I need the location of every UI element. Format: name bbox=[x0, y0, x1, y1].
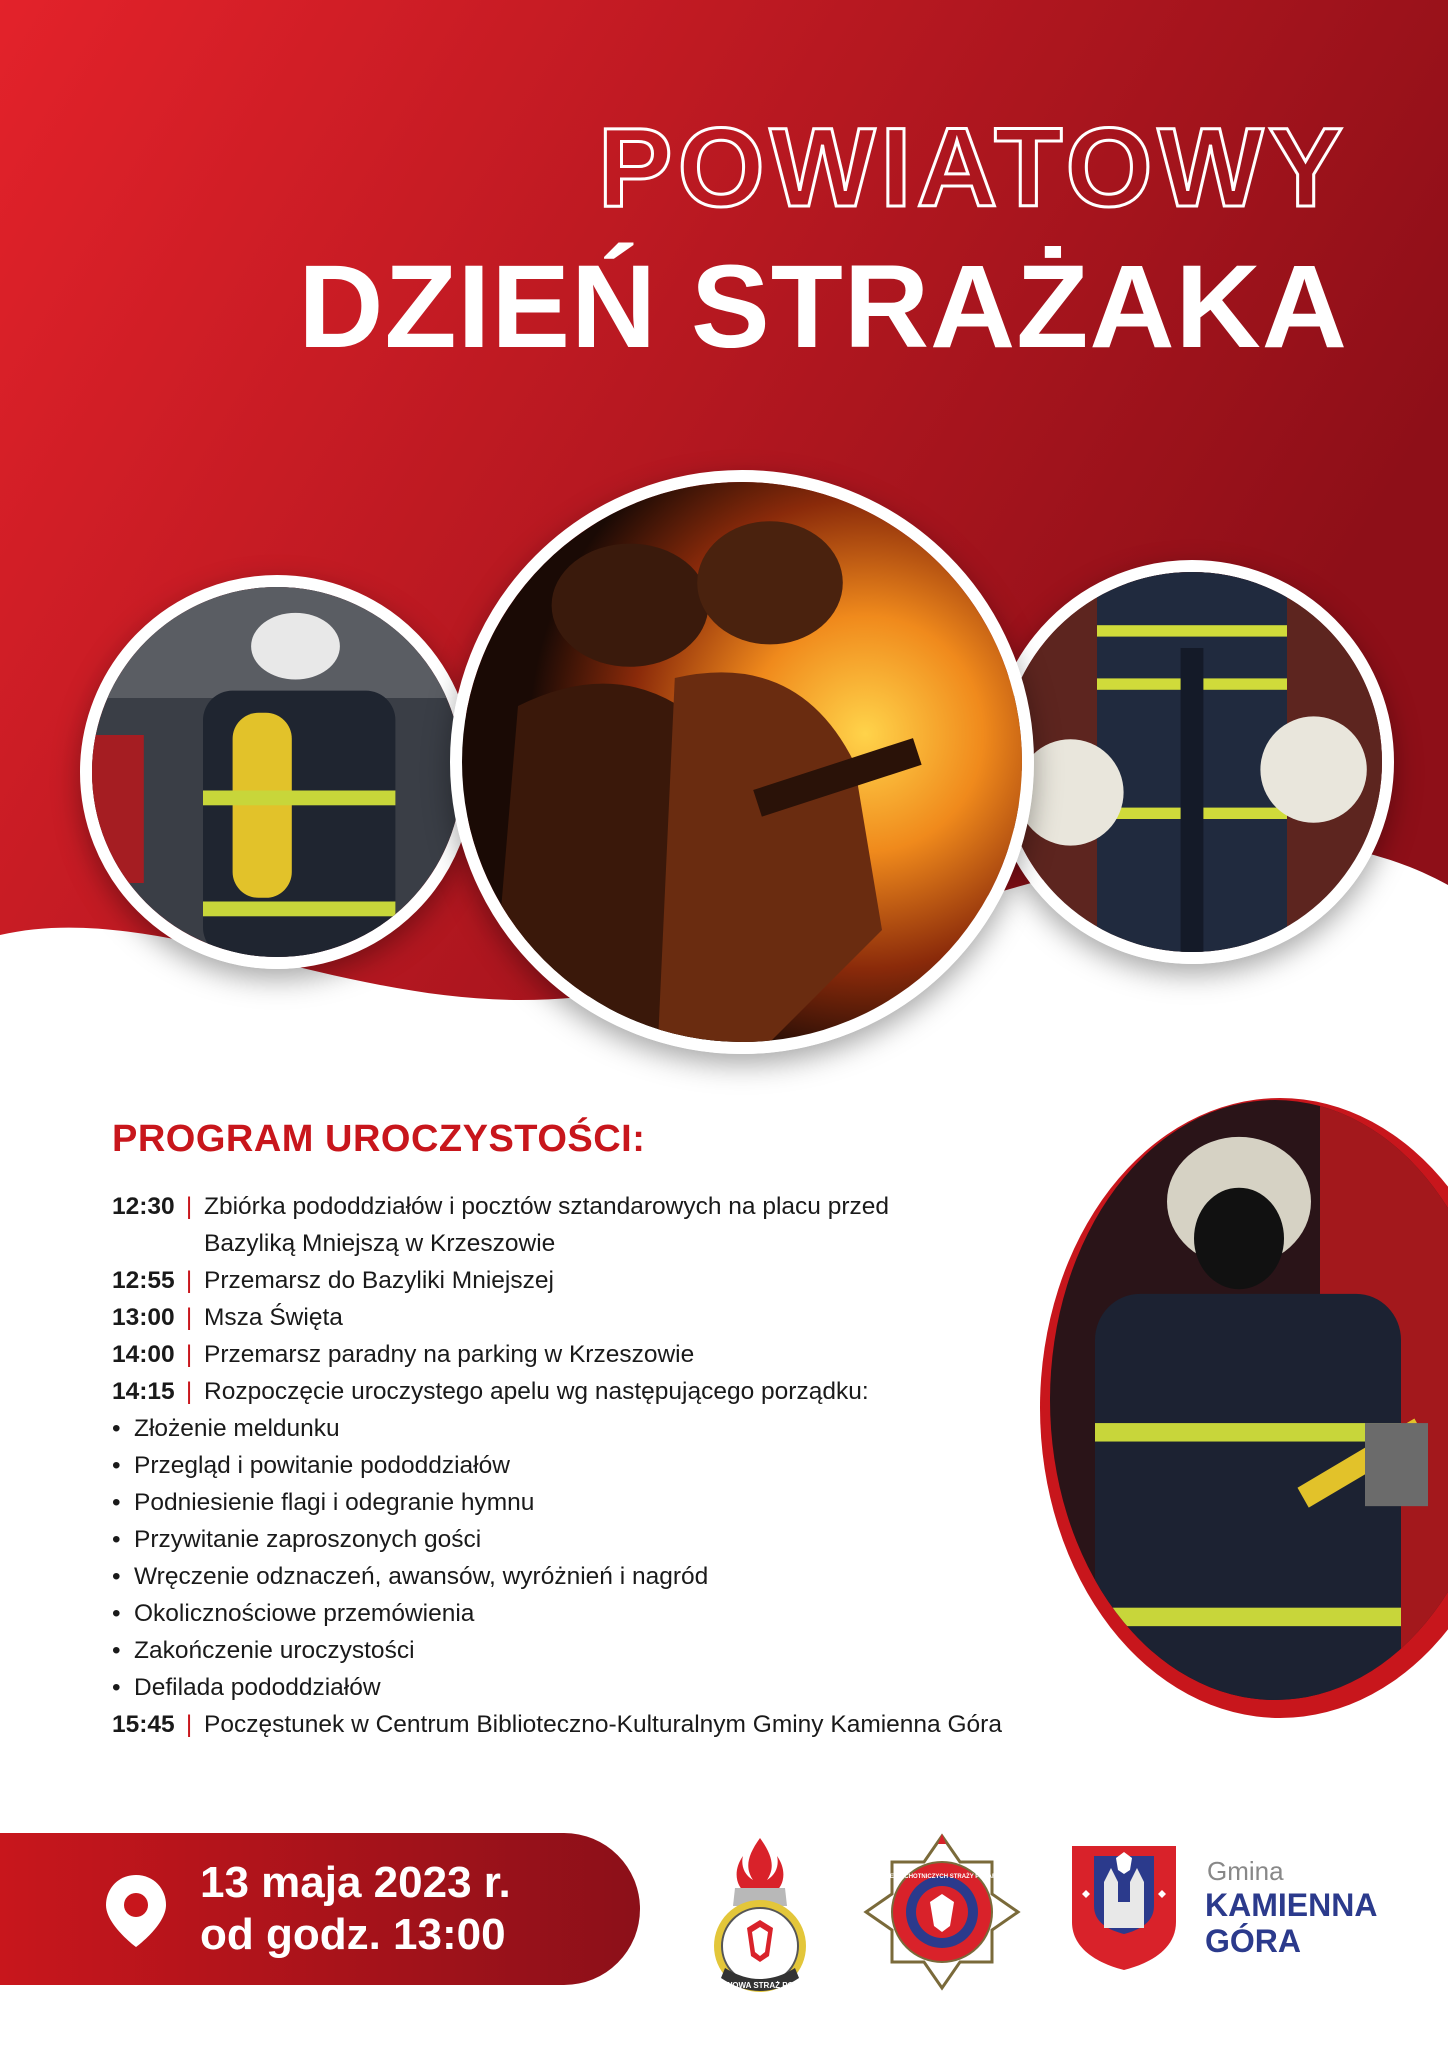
program-bullet-item bbox=[112, 1632, 1112, 1669]
event-time: od godz. 13:00 bbox=[200, 1910, 506, 1959]
program-row bbox=[112, 1706, 1112, 1743]
program-time: 14:15 bbox=[112, 1378, 175, 1405]
program-text-line: Zbiórka pododdziałów i pocztów sztandarowych na placu przed bbox=[204, 1193, 890, 1220]
program-bullet-item bbox=[112, 1521, 1112, 1558]
gmina-coat-of-arms bbox=[1068, 1842, 1180, 1972]
program-time: 14:00 bbox=[112, 1341, 175, 1368]
program-text: Rozpoczęcie uroczystego apelu wg następującego porządku: bbox=[204, 1378, 869, 1405]
photo-firefighters-fire bbox=[450, 470, 1034, 1054]
program-row bbox=[112, 1299, 1112, 1336]
program-text: Przemarsz do Bazyliki Mniejszej bbox=[204, 1267, 554, 1294]
photo-firefighter-hose bbox=[990, 560, 1394, 964]
program-bullet-item bbox=[112, 1447, 1112, 1484]
bullet-text: Defilada pododdziałów bbox=[134, 1674, 381, 1701]
osp-logo bbox=[862, 1832, 1022, 1992]
bullet-text: Wręczenie odznaczeń, awansów, wyróżnień i nagród bbox=[134, 1563, 709, 1590]
bullet-text: Zakończenie uroczystości bbox=[134, 1637, 415, 1664]
program-row bbox=[112, 1336, 1112, 1373]
program-list bbox=[112, 1188, 1112, 1743]
program-separator: | bbox=[185, 1341, 193, 1368]
program-time: 15:45 bbox=[112, 1711, 175, 1738]
photo-firefighter-back bbox=[80, 575, 474, 969]
program-text: Msza Święta bbox=[204, 1304, 343, 1331]
bullet-dot: • bbox=[112, 1452, 121, 1479]
program-bullet-item bbox=[112, 1410, 1112, 1447]
gmina-name-line1: KAMIENNA bbox=[1205, 1887, 1378, 1923]
bullet-text: Przegląd i powitanie pododdziałów bbox=[134, 1452, 510, 1479]
program-text-line: Bazyliką Mniejszą w Krzeszowie bbox=[204, 1230, 556, 1257]
bullet-text: Okolicznościowe przemówienia bbox=[134, 1600, 475, 1627]
program-separator: | bbox=[185, 1267, 193, 1294]
bullet-dot: • bbox=[112, 1489, 121, 1516]
bullet-dot: • bbox=[112, 1674, 121, 1701]
program-bullet-item bbox=[112, 1484, 1112, 1521]
program-title: PROGRAM UROCZYSTOŚCI: bbox=[112, 1118, 646, 1160]
bullet-dot: • bbox=[112, 1526, 121, 1553]
event-date-box bbox=[0, 1833, 640, 1985]
psp-logo-text: PAŃSTWOWA STRAŻ POŻARNA bbox=[698, 1981, 822, 1990]
program-text bbox=[204, 1188, 1112, 1262]
bullet-dot: • bbox=[112, 1600, 121, 1627]
bullet-dot: • bbox=[112, 1563, 121, 1590]
program-separator: | bbox=[185, 1193, 193, 1220]
program-separator: | bbox=[185, 1711, 193, 1738]
program-row bbox=[112, 1188, 1112, 1262]
program-bullet-item bbox=[112, 1669, 1112, 1706]
page-title: DZIEŃ STRAŻAKA bbox=[298, 241, 1348, 373]
bullet-dot: • bbox=[112, 1637, 121, 1664]
bullet-text: Podniesienie flagi i odegranie hymnu bbox=[134, 1489, 535, 1516]
bullet-text: Przywitanie zaproszonych gości bbox=[134, 1526, 482, 1553]
osp-logo-text: ZWIĄZEK OCHOTNICZYCH STRAŻY POŻARNYCH bbox=[870, 1874, 1014, 1880]
program-row bbox=[112, 1262, 1112, 1299]
gmina-label: Gmina bbox=[1207, 1856, 1284, 1886]
program-bullet-item bbox=[112, 1595, 1112, 1632]
program-text: Przemarsz paradny na parking w Krzeszowie bbox=[204, 1341, 695, 1368]
bullet-dot: • bbox=[112, 1415, 121, 1442]
program-time: 13:00 bbox=[112, 1304, 175, 1331]
gmina-name-line2: GÓRA bbox=[1205, 1923, 1301, 1959]
program-row bbox=[112, 1373, 1112, 1410]
program-time: 12:30 bbox=[112, 1193, 175, 1220]
event-date: 13 maja 2023 r. bbox=[200, 1858, 511, 1907]
bullet-text: Złożenie meldunku bbox=[134, 1415, 340, 1442]
program-separator: | bbox=[185, 1378, 193, 1405]
program-text: Poczęstunek w Centrum Biblioteczno-Kulturalnym Gminy Kamienna Góra bbox=[204, 1711, 1002, 1738]
psp-logo bbox=[695, 1828, 825, 2008]
program-time: 12:55 bbox=[112, 1267, 175, 1294]
program-separator: | bbox=[185, 1304, 193, 1331]
program-bullet-item bbox=[112, 1558, 1112, 1595]
title-outline: POWIATOWY bbox=[597, 105, 1348, 230]
location-pin-icon bbox=[100, 1871, 172, 1951]
